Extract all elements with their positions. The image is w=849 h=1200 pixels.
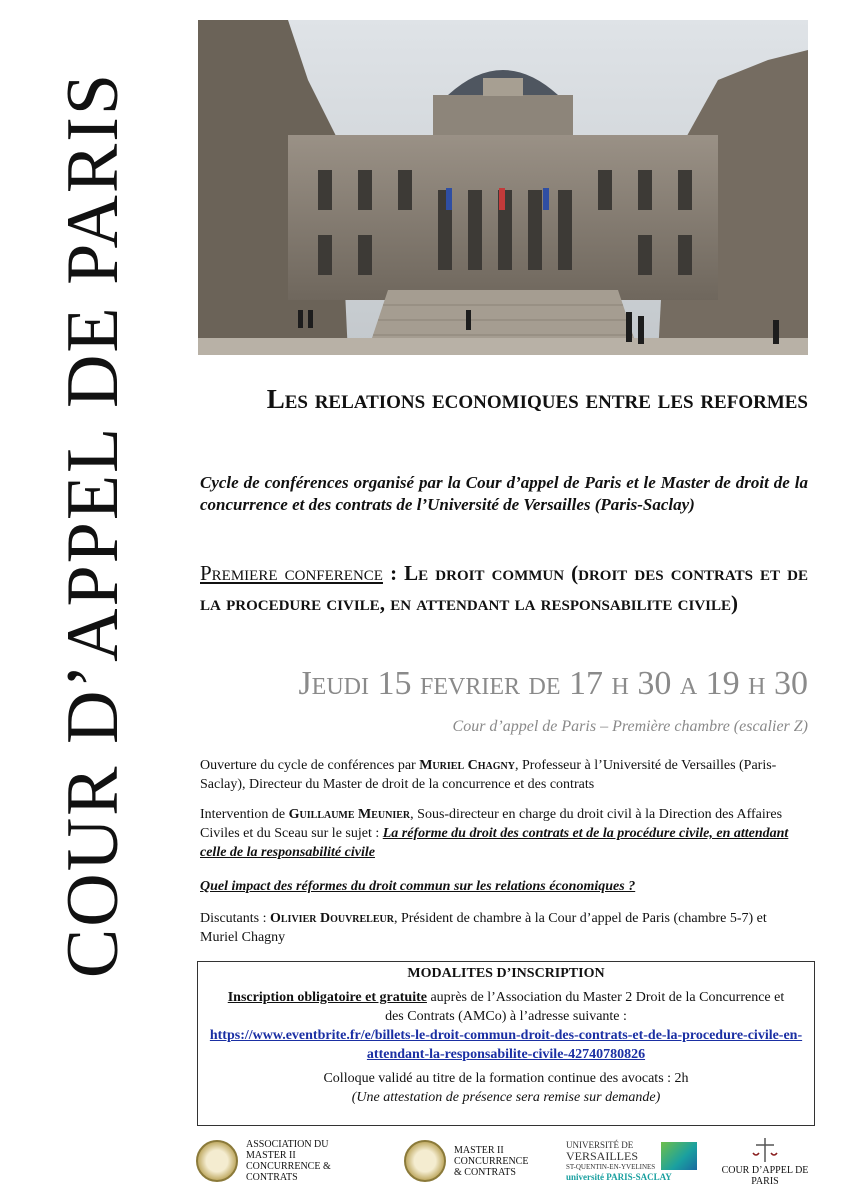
scales-icon	[750, 1135, 780, 1165]
palais-de-justice-photo	[198, 20, 808, 355]
master-logo-text: MASTER II CONCURRENCE & CONTRATS	[454, 1144, 529, 1178]
discussants-paragraph	[200, 909, 808, 947]
uvsq-logo	[566, 1132, 697, 1190]
uvsq-line-3: ST-QUENTIN-EN-YVELINES	[566, 1163, 656, 1171]
opening-intro: Ouverture du cycle de conférences par	[200, 758, 420, 773]
cour-logo	[710, 1132, 820, 1190]
building-illustration	[198, 20, 808, 355]
discussants-label: Discutants :	[200, 911, 270, 926]
inscription-box	[197, 961, 815, 1126]
uvsq-line-1: UNIVERSITÉ DE	[566, 1140, 634, 1150]
conference-separator: :	[382, 561, 405, 585]
inscription-details: auprès de l’Association du Master 2 Droit de la Concurrence et des Contrats (AMCo) à l’adresse suivante :	[385, 990, 785, 1024]
validation-text: Colloque validé au titre de la formation continue des avocats : 2h	[323, 1071, 689, 1086]
amco-seal-icon	[196, 1140, 238, 1182]
master-logo	[404, 1132, 536, 1190]
attestation-note: (Une attestation de présence sera remise sur demande)	[351, 1090, 661, 1105]
opening-role: , Professeur à l’Université de Versailles (Paris-Saclay), Directeur du Master de droit de la concurrence et des contrats	[200, 758, 777, 792]
side-title-text: COUR D’APPEL DE PARIS	[52, 71, 135, 979]
speaker-name-chagny: Muriel Chagny	[419, 758, 515, 773]
event-date: Jeudi 15 fevrier de 17 h 30 a 19 h 30	[298, 665, 808, 702]
uvsq-mark-icon	[661, 1142, 697, 1170]
partner-logos	[190, 1132, 820, 1192]
inscription-required: Inscription obligatoire et gratuite	[227, 990, 427, 1005]
event-subtitle: Cycle de conférences organisé par la Cour d’appel de Paris et le Master de droit de la concurrence et des contrats de l’Université de Versailles (Paris-Saclay)	[200, 473, 808, 514]
side-title	[48, 71, 138, 979]
intervention-paragraph	[200, 805, 808, 862]
conference-topic: Le droit commun (droit des contrats et de la procedure civile, en attendant la responsabilite civile)	[200, 561, 808, 615]
master-seal-icon	[404, 1140, 446, 1182]
intervention-intro: Intervention de	[200, 807, 289, 822]
uvsq-line-2: VERSAILLES	[566, 1149, 638, 1163]
amco-logo-text: ASSOCIATION DU MASTER II CONCURRENCE & CONTRATS	[246, 1139, 331, 1183]
opening-paragraph	[200, 756, 808, 794]
speaker-name-douvreleur: Olivier Douvreleur	[270, 911, 394, 926]
discussants-details: , Président de chambre à la Cour d’appel de Paris (chambre 5-7) et Muriel Chagny	[200, 911, 767, 945]
event-title: Les relations economiques entre les reformes	[266, 384, 808, 414]
inscription-text	[198, 988, 814, 1026]
cour-logo-text: COUR D’APPEL DE PARIS	[721, 1165, 809, 1187]
eventbrite-link[interactable]: https://www.eventbrite.fr/e/billets-le-droit-commun-droit-des-contrats-et-de-la-procedure-civile-en-attendant-la-responsabilite-civile-42740780826	[209, 1028, 803, 1062]
impact-question: Quel impact des réformes du droit commun sur les relations économiques ?	[200, 879, 636, 894]
amco-logo	[196, 1132, 366, 1190]
paris-saclay-text: université PARIS-SACLAY	[566, 1172, 672, 1182]
event-location: Cour d’appel de Paris – Première chambre (escalier Z)	[452, 718, 808, 735]
intervention-role: , Sous-directeur en charge du droit civil à la Direction des Affaires Civiles et du Sceau sur le sujet :	[200, 807, 783, 841]
inscription-heading: MODALITES D’INSCRIPTION	[407, 966, 605, 981]
conference-label: Premiere conference	[200, 561, 383, 585]
speaker-name-meunier: Guillaume Meunier	[288, 807, 411, 822]
conference-heading	[200, 558, 808, 618]
intervention-subject: La réforme du droit des contrats et de la procédure civile, en attendant celle de la responsabilité civile	[200, 826, 789, 860]
